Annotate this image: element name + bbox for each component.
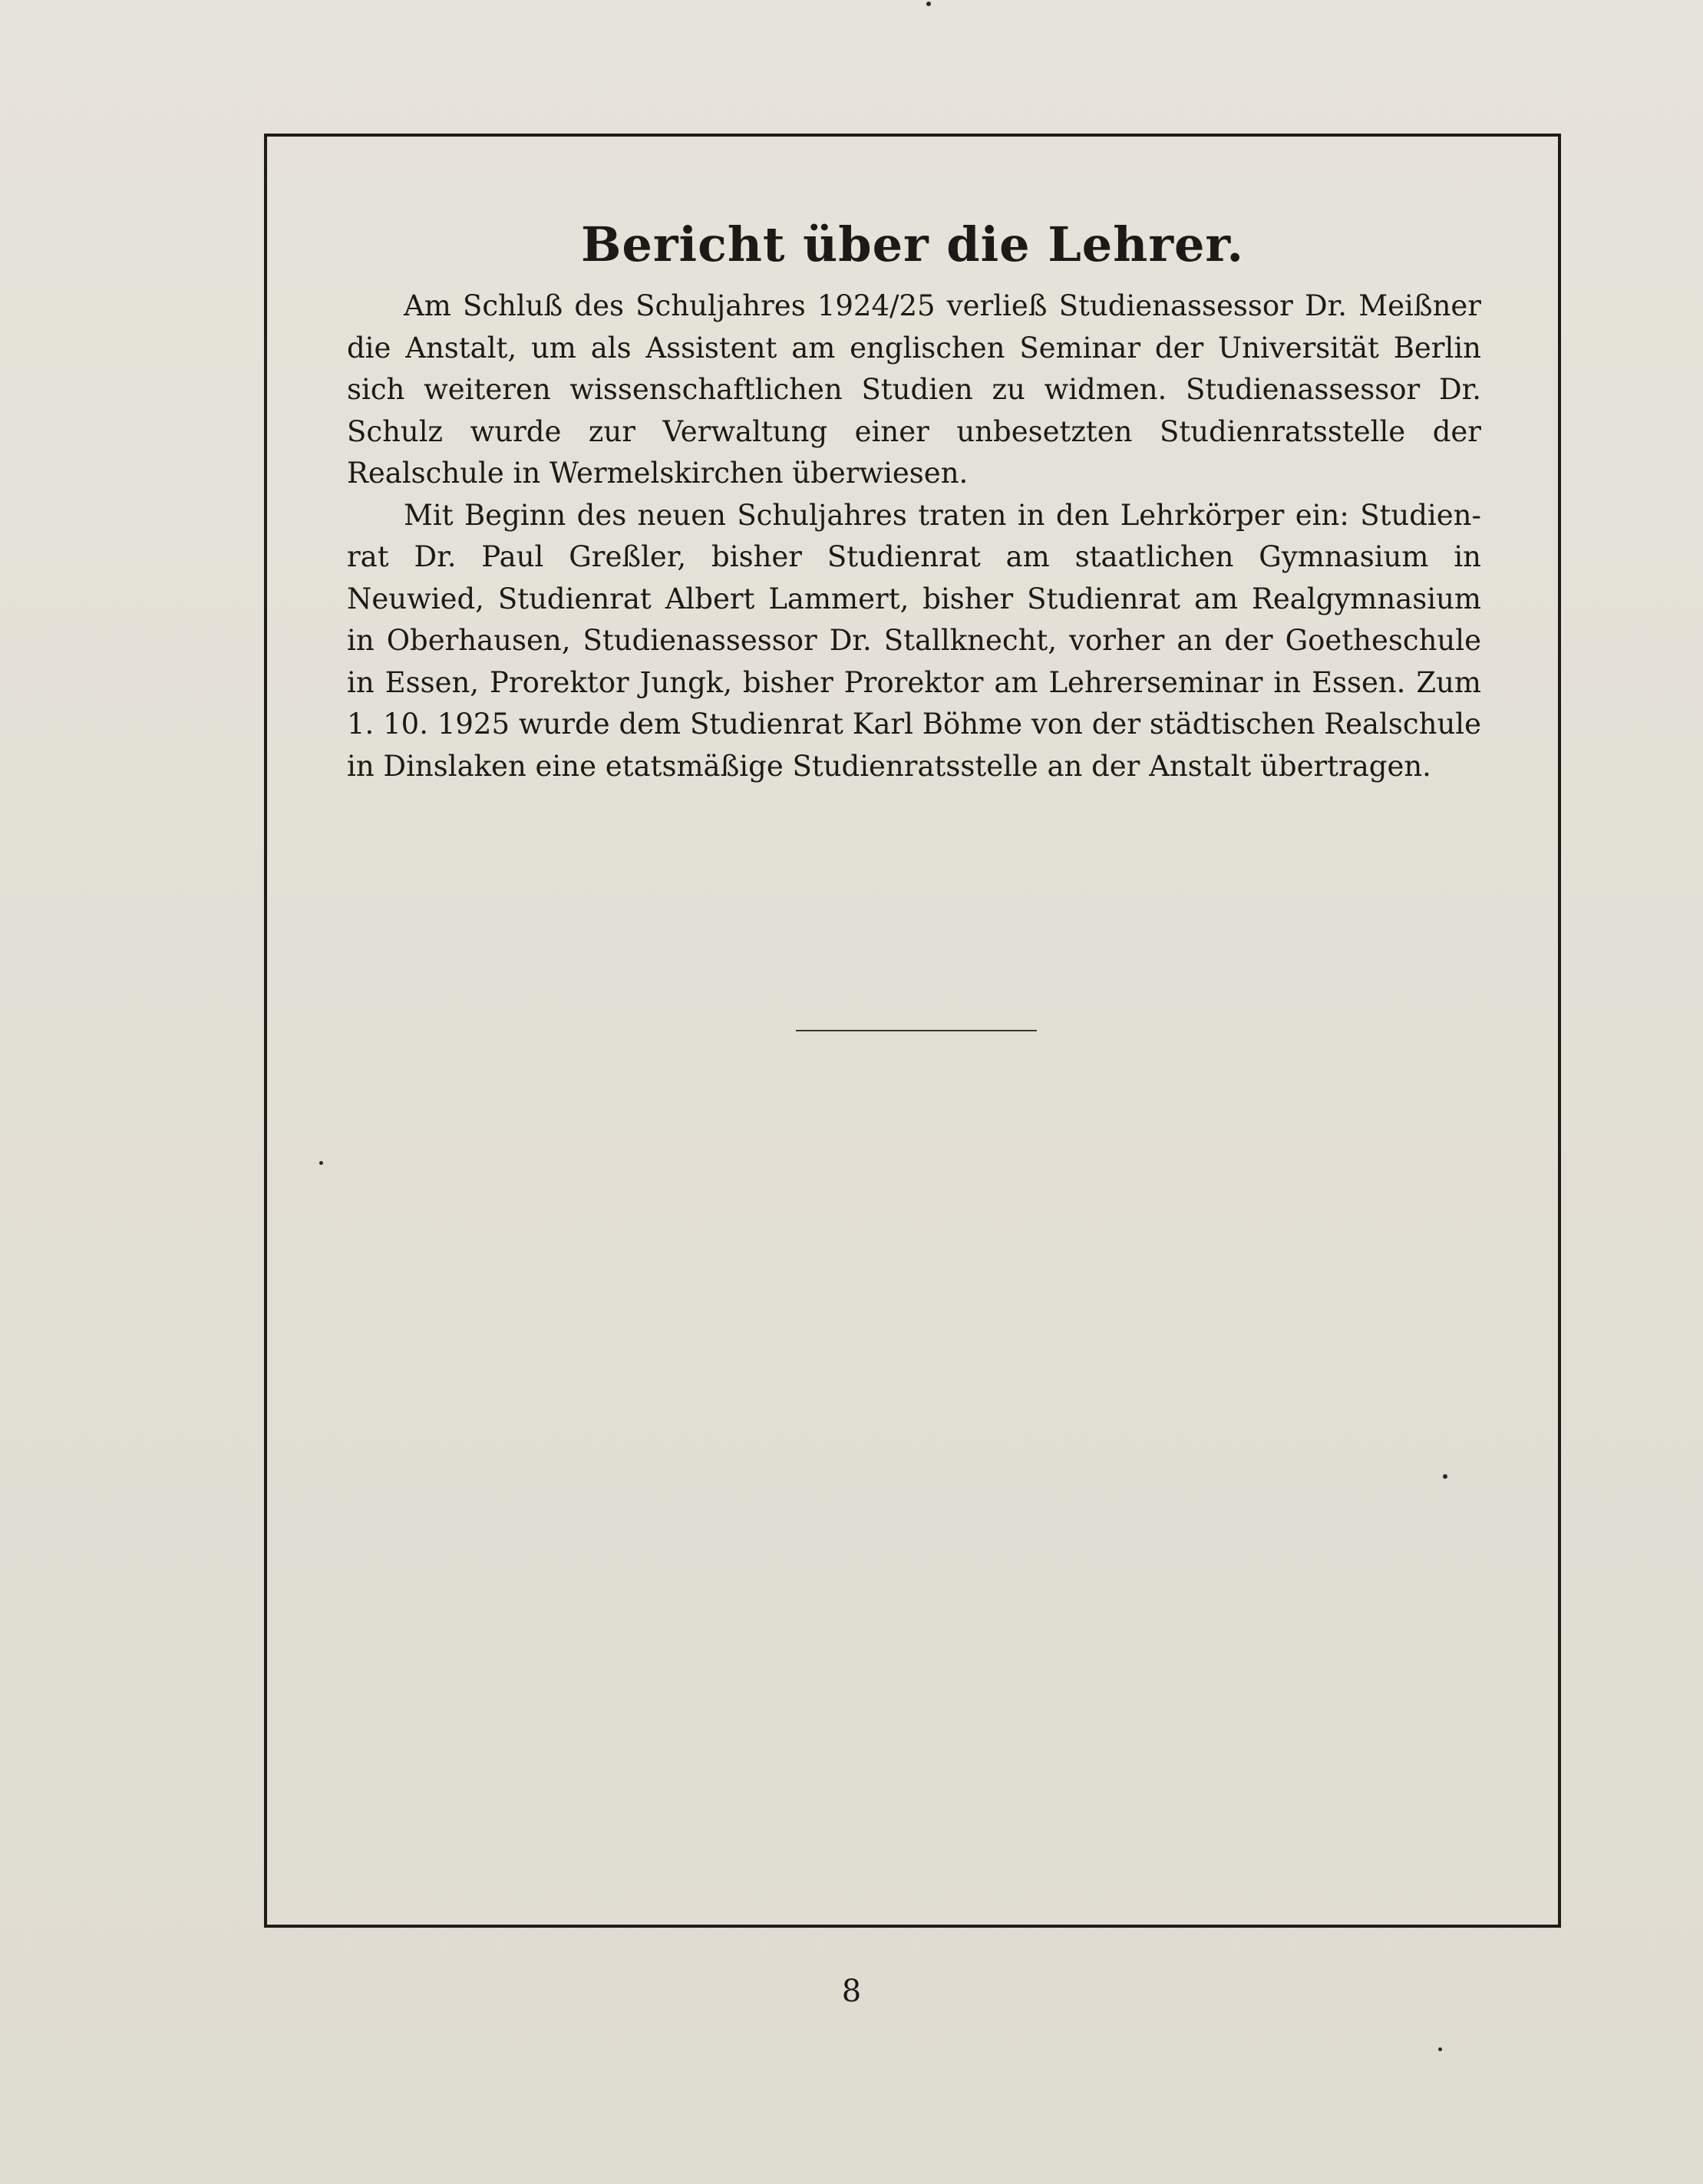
print-speck [319, 1161, 323, 1165]
page-title: Bericht über die Lehrer. [581, 216, 1244, 272]
section-divider [796, 1030, 1037, 1031]
paragraph-new-staff: Mit Beginn des neuen Schuljahres traten in den Lehrkörper ein: Studienrat Dr. Paul Greßler, bisher Studienrat am staatlichen Gymnasium in Neuwied, Studienrat Albert Lammert, bisher Studienrat am Realgymnasium in Oberhausen, Studienassessor Dr. Stallknecht, vorher an der Goetheschule in Essen, Prorektor Jungk, bisher Prorektor am Lehrerseminar in Essen. Zum 1. 10. 1925 wurde dem Studienrat Karl Böhme von der städtischen Realschule in Dinslaken eine etatsmäßige Studienratsstelle an der Anstalt übertragen. [347, 498, 1481, 783]
print-speck [1438, 2047, 1442, 2051]
page-number: 8 [841, 1974, 862, 2009]
body-text [347, 285, 1481, 787]
paragraph-departures: Am Schluß des Schuljahres 1924/25 verließ Studienassessor Dr. Meißner die Anstalt, um als Assistent am englischen Seminar der Universität Berlin sich weiteren wissenschaftlichen Studien zu widmen. Studienassessor Dr. Schulz wurde zur Verwaltung einer unbesetzten Studienratsstelle der Realschule in Wermelskirchen überwiesen. [347, 289, 1481, 490]
print-speck [1443, 1474, 1447, 1479]
print-speck [926, 2, 931, 6]
